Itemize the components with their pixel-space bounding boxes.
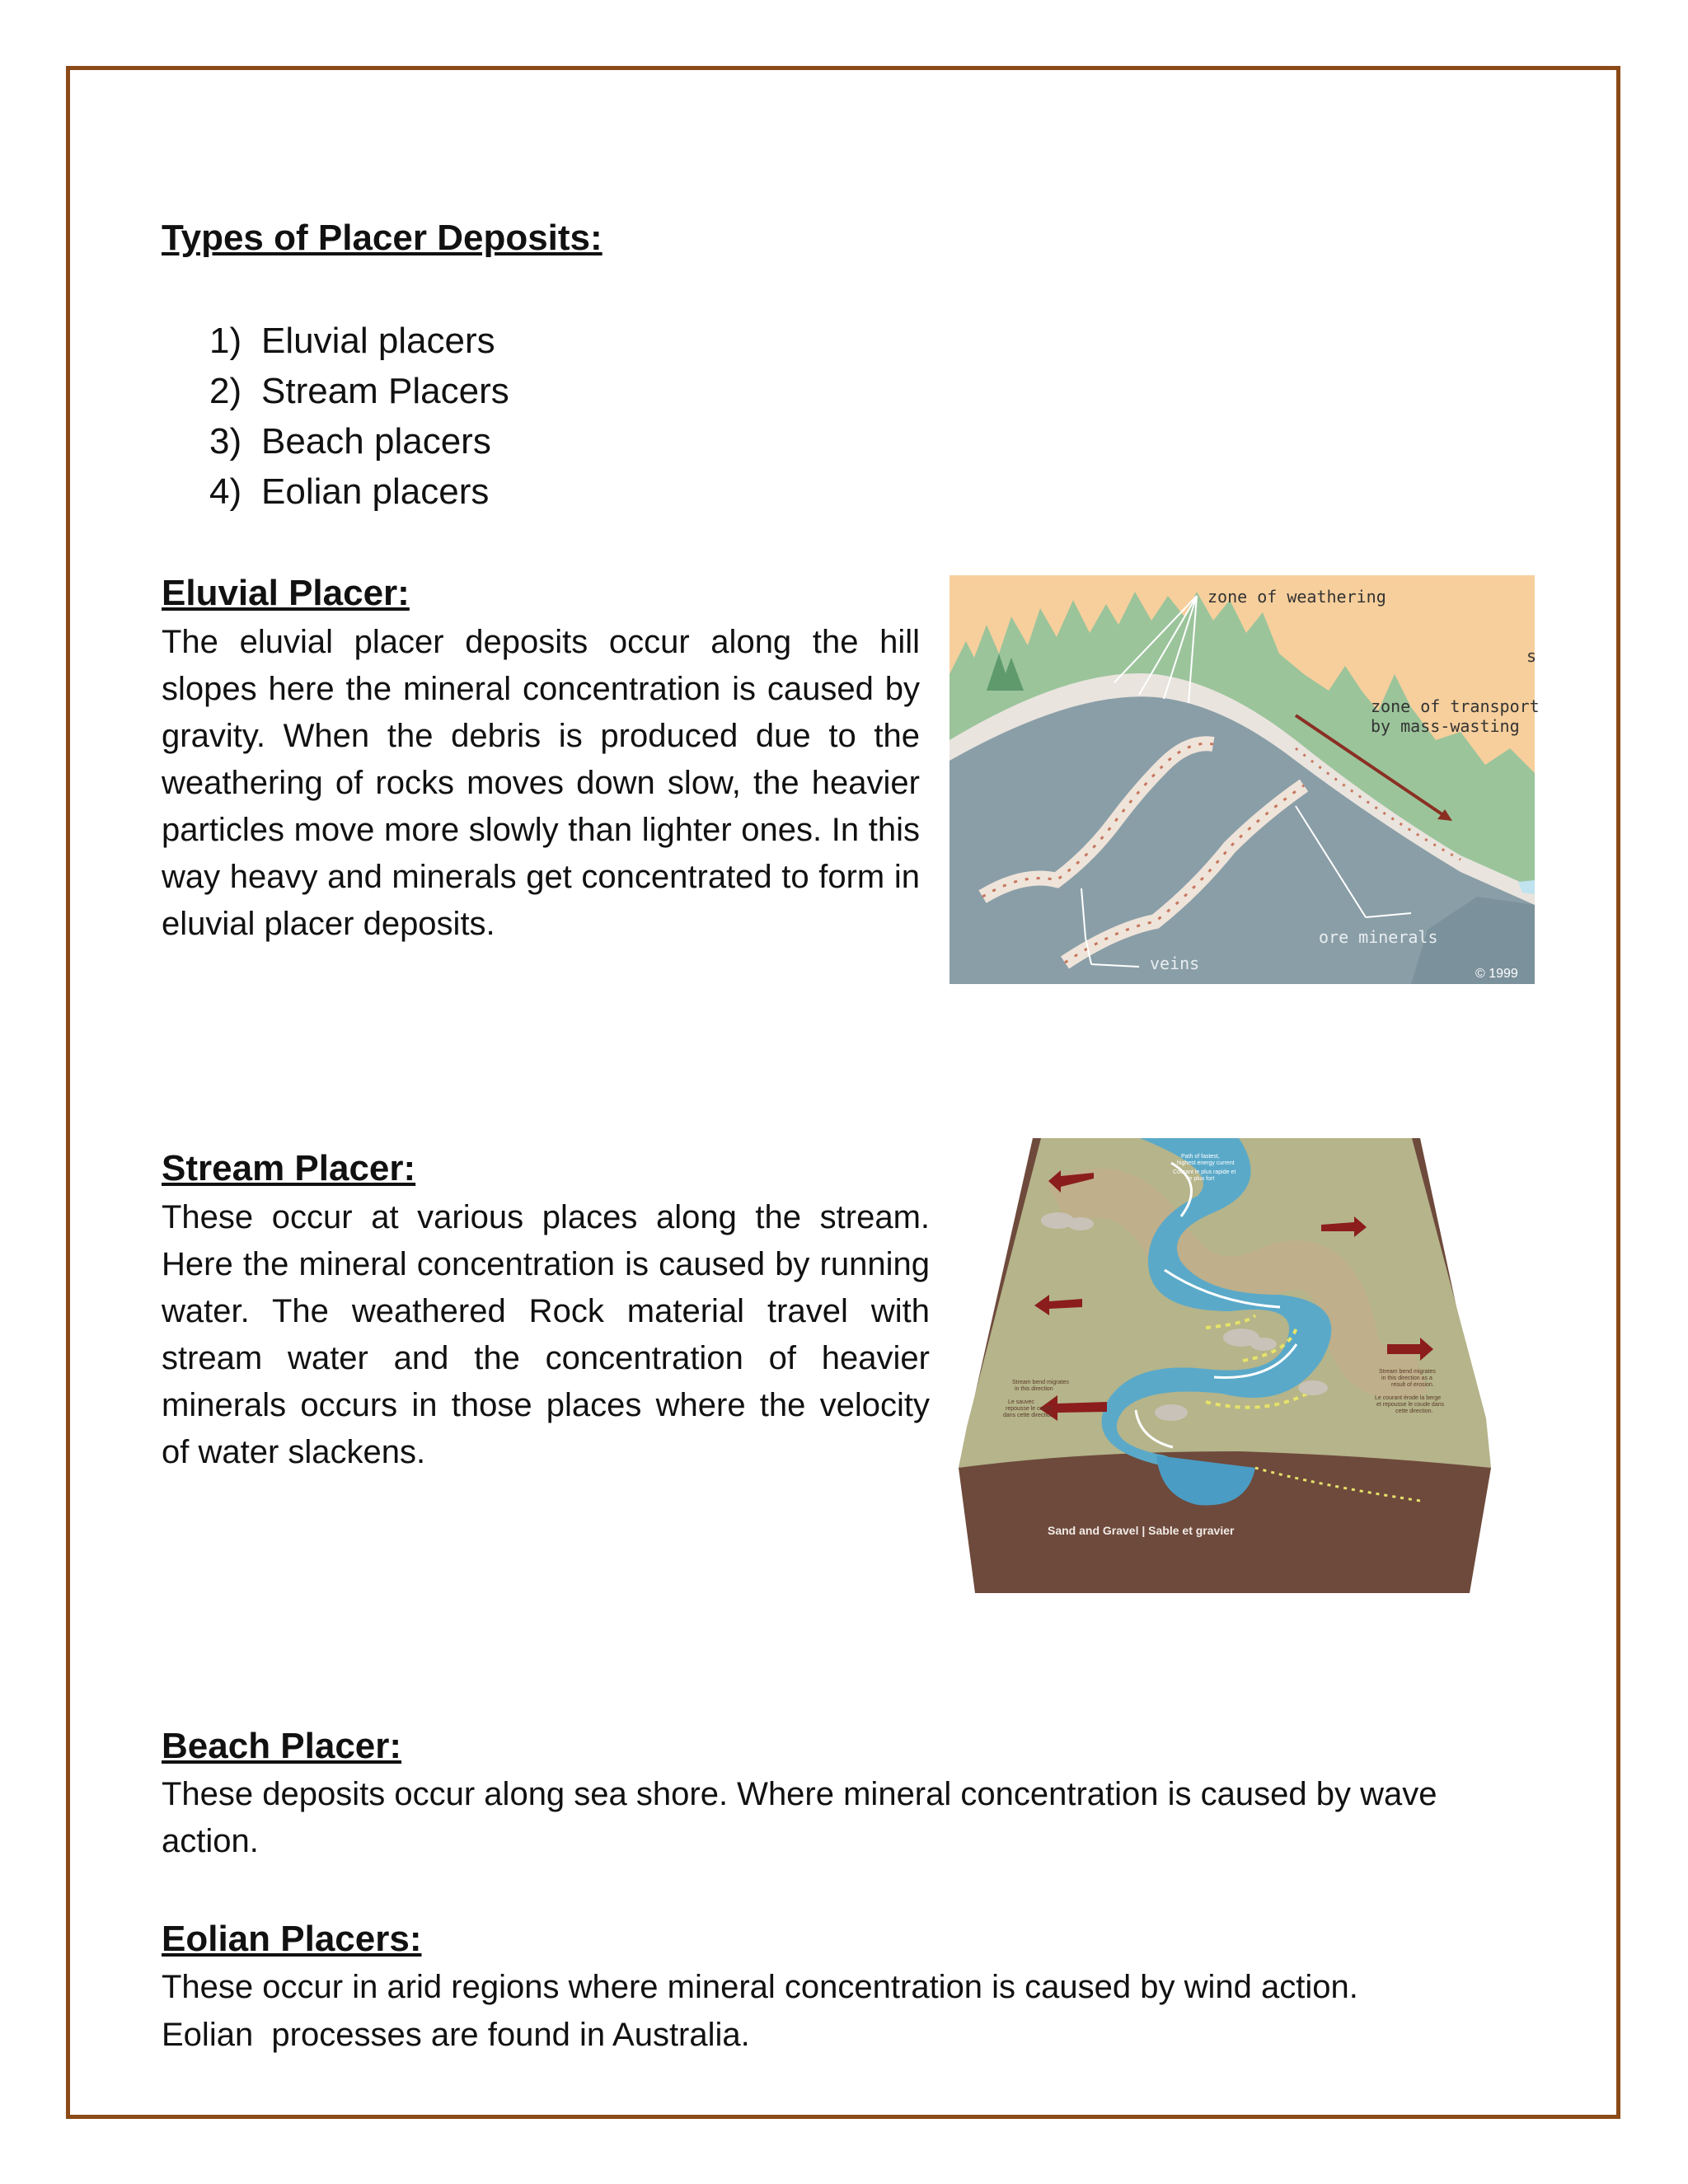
list-item bbox=[209, 466, 509, 517]
label-sand-gravel: Sand and Gravel | Sable et gravier bbox=[1048, 1524, 1235, 1537]
label-veins: veins bbox=[1150, 954, 1200, 973]
list-number: 4) bbox=[209, 471, 242, 512]
list-item-label: Beach placers bbox=[261, 421, 491, 462]
list-item-label: Stream Placers bbox=[261, 371, 509, 411]
eluvial-placer-diagram bbox=[950, 575, 1540, 984]
label-path-1: Path of fastest, bbox=[1181, 1154, 1220, 1160]
eluvial-paragraph: The eluvial placer deposits occur along the hill slopes here the mineral concentration is caused by gravity. When the debris is produced due to the weathering of rocks moves down slow, the heavier particles move more slowly than lighter ones. In this way heavy and minerals get concentrated to form in eluvial placer deposits. bbox=[162, 624, 920, 942]
label-left-4: repousse le coude bbox=[1006, 1406, 1053, 1412]
list-number: 3) bbox=[209, 421, 242, 462]
label-left-2: in this direction bbox=[1015, 1386, 1053, 1392]
label-right-4: Le courant érode la berge bbox=[1375, 1395, 1442, 1401]
stream-heading: Stream Placer: bbox=[162, 1148, 416, 1188]
list-item-label: Eluvial placers bbox=[261, 321, 495, 361]
label-right-2: in this direction as a bbox=[1381, 1376, 1432, 1381]
label-right-1: Stream bend migrates bbox=[1379, 1369, 1436, 1375]
list-number: 1) bbox=[209, 321, 242, 361]
label-mass-wasting: by mass-wasting bbox=[1371, 716, 1520, 736]
label-left-1: Stream bend migrates bbox=[1012, 1380, 1069, 1385]
label-path-3: Courant le plus rapide et bbox=[1173, 1169, 1236, 1175]
label-left-3: Le sauvec bbox=[1008, 1399, 1034, 1405]
label-copyright: © 1999 bbox=[1475, 967, 1518, 981]
label-right-3: result of erosion. bbox=[1391, 1382, 1434, 1388]
types-heading: Types of Placer Deposits: bbox=[162, 218, 603, 258]
list-item bbox=[209, 316, 509, 366]
stream-placer-diagram bbox=[959, 1138, 1491, 1593]
eolian-heading: Eolian Placers: bbox=[162, 1919, 422, 1959]
eluvial-heading: Eluvial Placer: bbox=[162, 573, 410, 613]
types-list bbox=[209, 316, 509, 517]
beach-heading: Beach Placer: bbox=[162, 1726, 402, 1766]
stream-paragraph: These occur at various places along the stream. Here the mineral concentration is caused by running water. The weathered Rock material travel with stream water and the concentration of heavier minerals occurs in those places where the velocity of water slackens. bbox=[162, 1199, 930, 1470]
list-number: 2) bbox=[209, 371, 242, 411]
eolian-paragraph-line-2: Eolian processes are found in Australia. bbox=[162, 2017, 750, 2053]
label-zone-of-weathering: zone of weathering bbox=[1207, 587, 1386, 607]
label-ore-minerals: ore minerals bbox=[1319, 927, 1438, 947]
label-path-2: highest energy current bbox=[1177, 1160, 1235, 1166]
eolian-paragraph-line-1: These occur in arid regions where mineral concentration is caused by wind action. bbox=[162, 1969, 1358, 2005]
list-item bbox=[209, 416, 509, 466]
beach-paragraph: These deposits occur along sea shore. Where mineral concentration is caused by wave action. bbox=[162, 1776, 1437, 1859]
list-item bbox=[209, 366, 509, 416]
label-right-6: cette direction. bbox=[1395, 1408, 1433, 1414]
list-item-label: Eolian placers bbox=[261, 471, 490, 512]
label-edge-s: s bbox=[1526, 646, 1537, 666]
label-right-5: et repousse le coude dans bbox=[1376, 1402, 1445, 1408]
label-zone-of-transport: zone of transport bbox=[1371, 696, 1540, 716]
label-left-5: dans cette direction bbox=[1003, 1413, 1053, 1418]
label-path-4: le plus fort bbox=[1188, 1176, 1215, 1182]
